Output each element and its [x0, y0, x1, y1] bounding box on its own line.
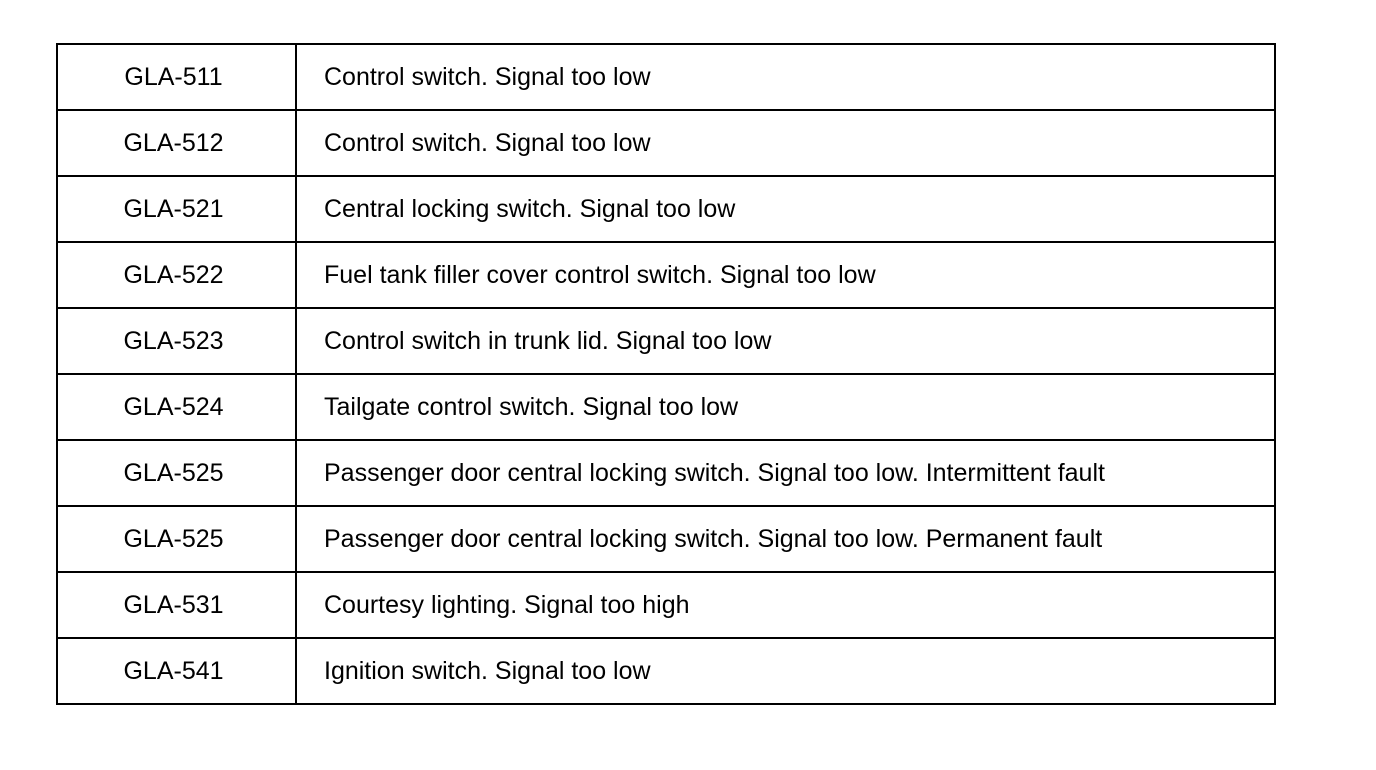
fault-code-cell: GLA-512	[57, 110, 296, 176]
table-row	[57, 506, 1275, 572]
fault-description-cell: Tailgate control switch. Signal too low	[296, 374, 1275, 440]
fault-code-table	[56, 43, 1276, 705]
fault-description-cell: Control switch. Signal too low	[296, 44, 1275, 110]
fault-description-cell: Ignition switch. Signal too low	[296, 638, 1275, 704]
fault-description-cell: Passenger door central locking switch. Signal too low. Intermittent fault	[296, 440, 1275, 506]
fault-code-cell: GLA-525	[57, 440, 296, 506]
fault-code-cell: GLA-541	[57, 638, 296, 704]
table-row	[57, 572, 1275, 638]
table-row	[57, 176, 1275, 242]
table-row	[57, 242, 1275, 308]
table-row	[57, 110, 1275, 176]
fault-description-cell: Courtesy lighting. Signal too high	[296, 572, 1275, 638]
table-row	[57, 44, 1275, 110]
fault-code-cell: GLA-531	[57, 572, 296, 638]
fault-code-cell: GLA-524	[57, 374, 296, 440]
fault-code-cell: GLA-522	[57, 242, 296, 308]
fault-description-cell: Control switch. Signal too low	[296, 110, 1275, 176]
table-row	[57, 638, 1275, 704]
fault-code-cell: GLA-525	[57, 506, 296, 572]
table-row	[57, 308, 1275, 374]
fault-description-cell: Passenger door central locking switch. Signal too low. Permanent fault	[296, 506, 1275, 572]
fault-description-cell: Central locking switch. Signal too low	[296, 176, 1275, 242]
fault-code-cell: GLA-521	[57, 176, 296, 242]
table-row	[57, 374, 1275, 440]
fault-code-cell: GLA-523	[57, 308, 296, 374]
table-row	[57, 440, 1275, 506]
fault-description-cell: Control switch in trunk lid. Signal too low	[296, 308, 1275, 374]
fault-description-cell: Fuel tank filler cover control switch. Signal too low	[296, 242, 1275, 308]
fault-code-cell: GLA-511	[57, 44, 296, 110]
